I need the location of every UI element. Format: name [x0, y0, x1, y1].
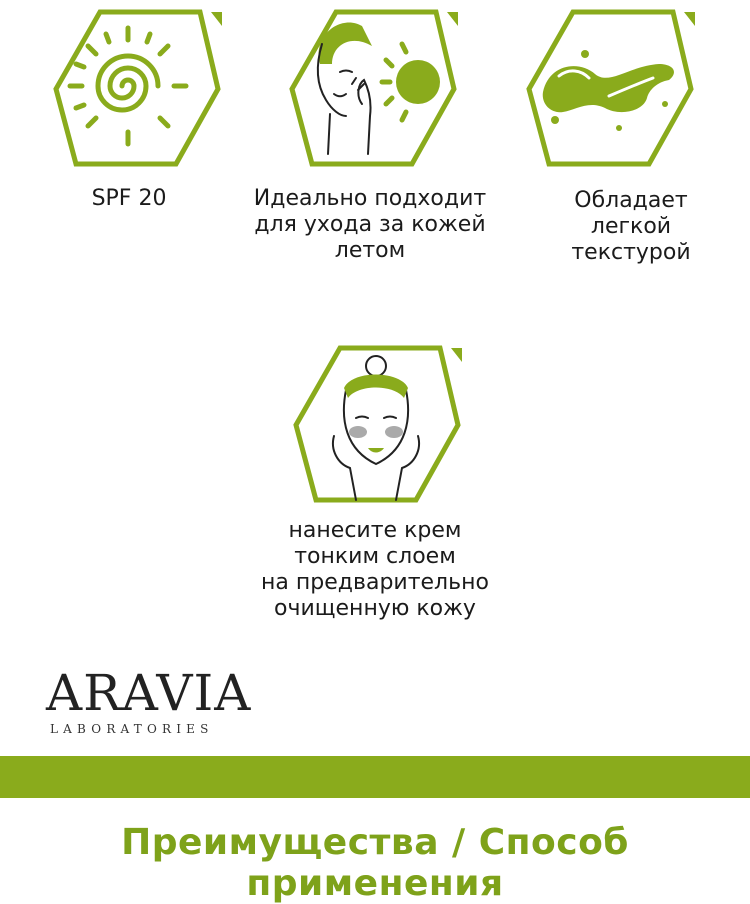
usage-caption: нанесите крем тонким слоем на предварительно очищенную кожу	[261, 518, 489, 621]
benefit-caption-summer: Идеально подходит для ухода за кожей летом	[253, 186, 487, 263]
brand-logo-tagline: LABORATORIES	[50, 722, 214, 736]
sun-spiral-icon	[46, 4, 226, 174]
face-sun-icon	[282, 4, 462, 174]
footer-title: Преимущества / Способ применения	[121, 822, 629, 904]
brand-logo-name: ARAVIA	[46, 664, 252, 722]
green-divider-band	[0, 756, 750, 798]
benefit-caption-spf: SPF 20	[91, 186, 167, 211]
cream-splash-icon	[519, 4, 699, 174]
benefit-caption-texture: Обладает легкой текстурой	[571, 188, 691, 265]
face-apply-cream-icon	[286, 340, 466, 510]
